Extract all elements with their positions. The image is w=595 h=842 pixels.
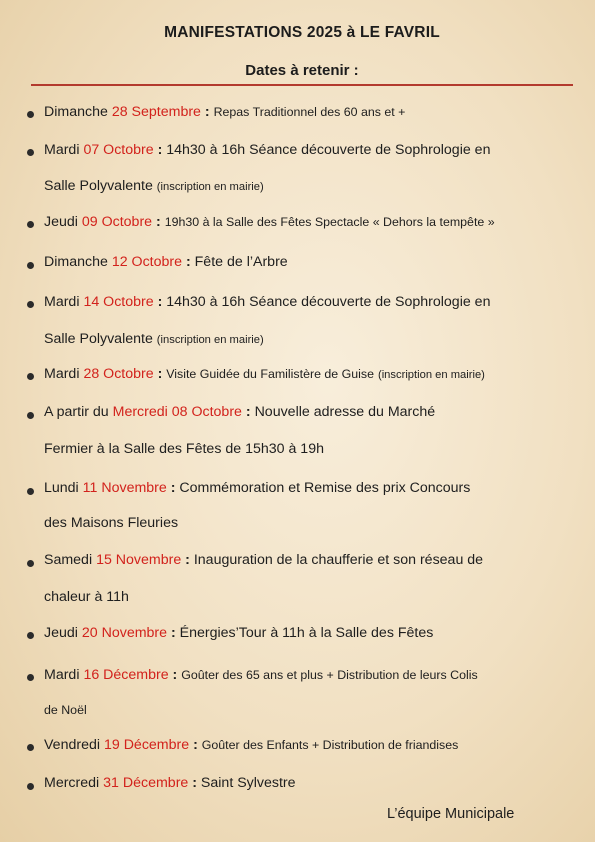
event-description-continued: de Noël [44, 703, 87, 717]
event-description: Inauguration de la chaufferie et son réseau de [193, 552, 484, 568]
bullet-icon [27, 783, 34, 790]
event-date: 14 Octobre [83, 294, 154, 310]
event-day: Jeudi [44, 625, 78, 641]
bullet-icon [27, 262, 34, 269]
event-note: (inscription en mairie) [156, 181, 264, 193]
event-description: Visite Guidée du Familistère de Guise [166, 367, 375, 381]
event-day: Vendredi [44, 737, 101, 753]
event-description: Énergies’Tour à 11h à la Salle des Fêtes [179, 625, 434, 641]
bullet-icon [27, 221, 34, 228]
event-separator: : [167, 625, 180, 641]
event-description-continued: Fermier à la Salle des Fêtes de 15h30 à 19h [44, 441, 324, 457]
event-date: 15 Novembre [96, 552, 182, 568]
bullet-icon [27, 488, 34, 495]
bullet-icon [27, 412, 34, 419]
event-separator: : [152, 214, 165, 230]
event-separator: : [188, 775, 201, 791]
event-description: Goûter des 65 ans et plus + Distribution de leurs Colis [181, 668, 478, 682]
event-day: Jeudi [44, 214, 78, 230]
event-description: Goûter des Enfants + Distribution de friandises [201, 738, 459, 752]
event-day: A partir du [44, 404, 109, 420]
page-subtitle: Dates à retenir : [245, 62, 359, 79]
event-day: Lundi [44, 480, 79, 496]
event-day: Samedi [44, 552, 93, 568]
event-date: 31 Décembre [103, 775, 189, 791]
event-date: 12 Octobre [111, 254, 183, 270]
header [31, 8, 573, 86]
event-description-continued: chaleur à 11h [44, 589, 129, 605]
event-date: 16 Décembre [83, 667, 169, 683]
bullet-icon [27, 674, 34, 681]
event-separator: : [241, 404, 255, 420]
event-note: (inscription en mairie) [377, 369, 485, 381]
event-date: 19 Décembre [103, 737, 190, 753]
event-day: Mardi [44, 667, 80, 683]
event-day: Dimanche [44, 104, 108, 120]
bullet-icon [27, 560, 34, 567]
event-separator: : [153, 366, 167, 382]
event-description: 19h30 à la Salle des Fêtes Spectacle « Dehors la tempête » [164, 215, 495, 229]
signature: L’équipe Municipale [387, 806, 515, 822]
event-day: Dimanche [44, 254, 108, 270]
event-date: 11 Novembre [82, 480, 167, 496]
bullet-icon [27, 149, 34, 156]
page-title: MANIFESTATIONS 2025 à LE FAVRIL [164, 24, 440, 41]
bullet-icon [27, 632, 34, 639]
event-separator: : [182, 254, 195, 270]
event-separator: : [200, 104, 214, 120]
event-date: 20 Novembre [81, 625, 168, 641]
event-separator: : [189, 737, 202, 753]
event-description: Saint Sylvestre [200, 775, 296, 791]
bullet-icon [27, 744, 34, 751]
event-description: Commémoration et Remise des prix Concours [179, 480, 471, 496]
event-day: Mardi [44, 294, 80, 310]
event-day: Mardi [44, 366, 80, 382]
event-separator: : [168, 667, 182, 683]
event-day: Mercredi [44, 775, 100, 791]
event-separator: : [166, 480, 180, 496]
bullet-icon [27, 301, 34, 308]
event-date: 28 Octobre [83, 366, 154, 382]
event-description-continued: Salle Polyvalente [44, 331, 153, 347]
event-description: Repas Traditionnel des 60 ans et + [213, 105, 406, 119]
event-separator: : [181, 552, 194, 568]
event-day: Mardi [44, 142, 80, 158]
event-date: 07 Octobre [83, 142, 154, 158]
event-description: Fête de l’Arbre [194, 254, 288, 270]
event-description: 14h30 à 16h Séance découverte de Sophrologie en [166, 294, 491, 310]
event-note: (inscription en mairie) [156, 334, 264, 346]
bullet-icon [27, 111, 34, 118]
event-separator: : [153, 142, 167, 158]
event-date: Mercredi 08 Octobre [112, 404, 242, 420]
event-date: 28 Septembre [111, 104, 201, 120]
event-description: 14h30 à 16h Séance découverte de Sophrologie en [166, 142, 491, 158]
event-description: Nouvelle adresse du Marché [254, 404, 436, 420]
event-description-continued: Salle Polyvalente [44, 178, 153, 194]
event-separator: : [153, 294, 167, 310]
bullet-icon [27, 373, 34, 380]
event-description-continued: des Maisons Fleuries [44, 515, 179, 531]
event-date: 09 Octobre [81, 214, 153, 230]
